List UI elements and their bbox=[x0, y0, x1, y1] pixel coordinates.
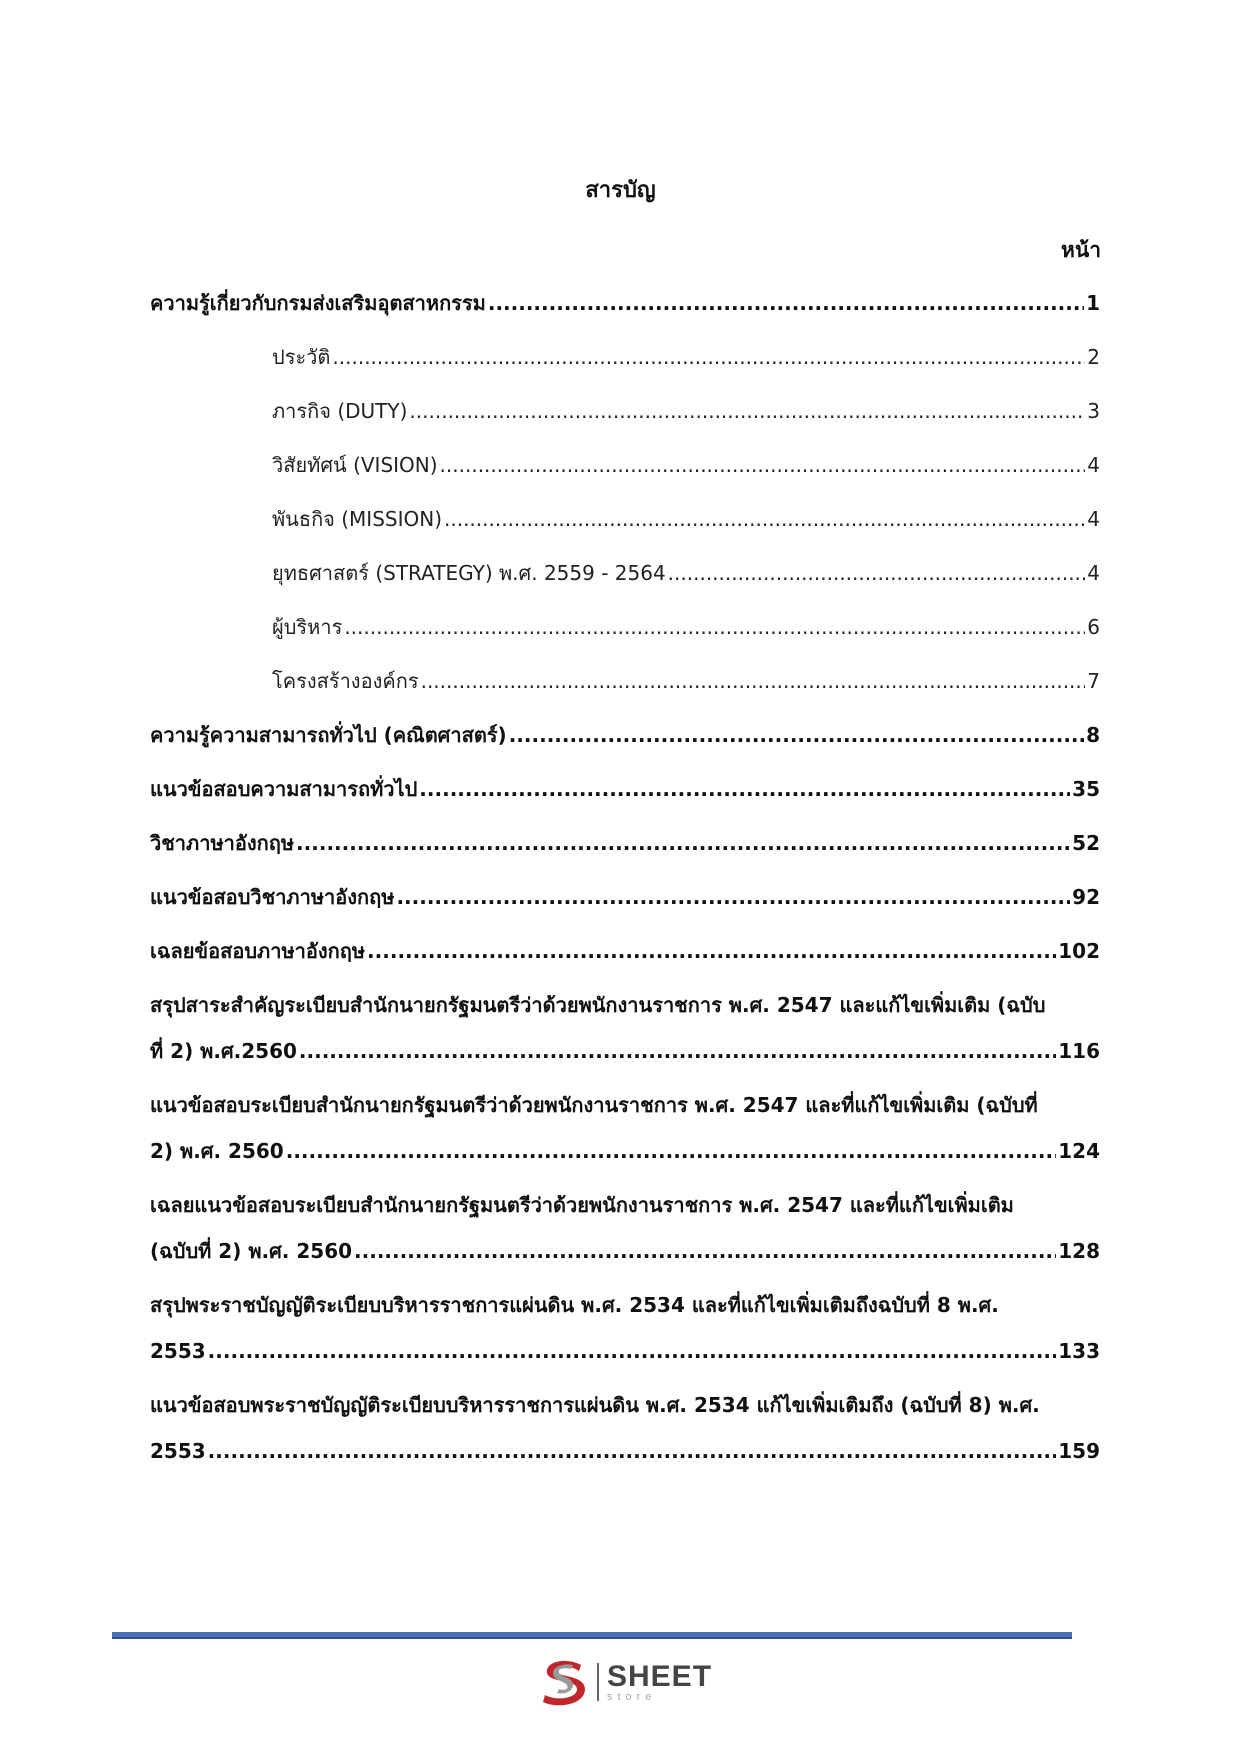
toc-page-number: 4 bbox=[1087, 453, 1100, 477]
sheet-store-logo bbox=[537, 1655, 712, 1709]
toc-entry-title: ความรู้ความสามารถทั่วไป (คณิตศาสตร์) bbox=[150, 723, 507, 747]
toc-page-number: 6 bbox=[1087, 615, 1100, 639]
toc-entry-line bbox=[150, 1436, 1100, 1466]
toc-entry-title: เฉลยข้อสอบภาษาอังกฤษ bbox=[150, 939, 366, 963]
toc-entry bbox=[150, 828, 1100, 858]
toc-page-number: 92 bbox=[1072, 885, 1100, 909]
toc-entry bbox=[150, 1090, 1100, 1166]
toc-entry bbox=[150, 1190, 1100, 1266]
toc-entry-title: แนวข้อสอบระเบียบสำนักนายกรัฐมนตรีว่าด้วยพนักงานราชการ พ.ศ. 2547 และที่แก้ไขเพิ่มเติม (ฉบับที่ bbox=[150, 1093, 1038, 1117]
toc-entry-line bbox=[150, 1336, 1100, 1366]
toc-page-number: 52 bbox=[1072, 831, 1100, 855]
toc-entry-title: (ฉบับที่ 2) พ.ศ. 2560 bbox=[150, 1239, 353, 1263]
toc-entry-title: แนวข้อสอบความสามารถทั่วไป bbox=[150, 777, 418, 801]
table-of-contents bbox=[150, 288, 1100, 1490]
toc-page-number: 124 bbox=[1058, 1139, 1100, 1163]
toc-page-number: 133 bbox=[1058, 1339, 1100, 1363]
dot-leader bbox=[396, 882, 1070, 912]
toc-entry-line bbox=[150, 288, 1100, 318]
toc-entry bbox=[150, 774, 1100, 804]
toc-entry-line bbox=[272, 450, 1100, 480]
toc-entry-line bbox=[150, 882, 1100, 912]
toc-page-number: 8 bbox=[1086, 723, 1100, 747]
toc-page-number: 35 bbox=[1072, 777, 1100, 801]
toc-title: สารบัญ bbox=[585, 178, 656, 203]
toc-entry bbox=[150, 558, 1100, 588]
toc-page-number: 128 bbox=[1058, 1239, 1100, 1263]
toc-entry-title: ยุทธศาสตร์ (STRATEGY) พ.ศ. 2559 - 2564 bbox=[272, 561, 666, 585]
toc-entry-line bbox=[272, 504, 1100, 534]
dot-leader bbox=[421, 666, 1086, 696]
toc-entry-title: 2) พ.ศ. 2560 bbox=[150, 1139, 284, 1163]
toc-entry-line bbox=[150, 1036, 1100, 1066]
dot-leader bbox=[509, 720, 1084, 750]
toc-page-number: 7 bbox=[1087, 669, 1100, 693]
toc-entry-line bbox=[272, 666, 1100, 696]
toc-entry-line bbox=[150, 990, 1100, 1020]
dot-leader bbox=[208, 1336, 1057, 1366]
toc-entry bbox=[150, 342, 1100, 372]
toc-entry bbox=[150, 990, 1100, 1066]
toc-entry-line bbox=[150, 1136, 1100, 1166]
dot-leader bbox=[208, 1436, 1057, 1466]
toc-entry bbox=[150, 450, 1100, 480]
toc-entry bbox=[150, 936, 1100, 966]
toc-entry-line bbox=[150, 1390, 1100, 1420]
toc-entry-title: ผู้บริหาร bbox=[272, 615, 343, 639]
toc-page-number: 2 bbox=[1087, 345, 1100, 369]
toc-entry-title: แนวข้อสอบวิชาภาษาอังกฤษ bbox=[150, 885, 395, 909]
dot-leader bbox=[299, 1036, 1056, 1066]
toc-page-number: 1 bbox=[1086, 291, 1100, 315]
toc-entry-line bbox=[150, 828, 1100, 858]
dot-leader bbox=[354, 1236, 1056, 1266]
toc-entry-line bbox=[150, 1236, 1100, 1266]
toc-entry bbox=[150, 288, 1100, 318]
toc-entry-title: แนวข้อสอบพระราชบัญญัติระเบียบบริหารราชการแผ่นดิน พ.ศ. 2534 แก้ไขเพิ่มเติมถึง (ฉบับที่ 8) พ.ศ. bbox=[150, 1393, 1040, 1417]
toc-entry-title: 2553 bbox=[150, 1439, 206, 1463]
toc-entry-line bbox=[272, 558, 1100, 588]
toc-entry bbox=[150, 720, 1100, 750]
dot-leader bbox=[344, 612, 1085, 642]
toc-entry bbox=[150, 1390, 1100, 1466]
toc-page-number: 4 bbox=[1087, 507, 1100, 531]
toc-entry-title: โครงสร้างองค์กร bbox=[272, 669, 419, 693]
toc-entry-title: ภารกิจ (DUTY) bbox=[272, 399, 408, 423]
logo-separator bbox=[597, 1663, 599, 1701]
toc-page-number: 4 bbox=[1087, 561, 1100, 585]
dot-leader bbox=[332, 342, 1085, 372]
toc-page-number: 159 bbox=[1058, 1439, 1100, 1463]
toc-entry bbox=[150, 666, 1100, 696]
toc-entry bbox=[150, 396, 1100, 426]
toc-page-number: 3 bbox=[1087, 399, 1100, 423]
toc-entry-line bbox=[150, 1190, 1100, 1220]
toc-entry bbox=[150, 504, 1100, 534]
toc-entry bbox=[150, 882, 1100, 912]
dot-leader bbox=[419, 774, 1070, 804]
dot-leader bbox=[440, 450, 1086, 480]
toc-entry-title: เฉลยแนวข้อสอบระเบียบสำนักนายกรัฐมนตรีว่าด้วยพนักงานราชการ พ.ศ. 2547 และที่แก้ไขเพิ่มเติม bbox=[150, 1193, 1014, 1217]
dot-leader bbox=[409, 396, 1085, 426]
toc-entry-line bbox=[150, 774, 1100, 804]
toc-entry-line bbox=[272, 396, 1100, 426]
toc-entry-title: ความรู้เกี่ยวกับกรมส่งเสริมอุตสาหกรรม bbox=[150, 291, 486, 315]
dot-leader bbox=[488, 288, 1084, 318]
page-column-label: หน้า bbox=[1061, 238, 1101, 262]
toc-entry-title: สรุปพระราชบัญญัติระเบียบบริหารราชการแผ่นดิน พ.ศ. 2534 และที่แก้ไขเพิ่มเติมถึงฉบับที่ 8 พ.ศ. bbox=[150, 1293, 999, 1317]
dot-leader bbox=[286, 1136, 1057, 1166]
logo-brand-subtext: store bbox=[607, 1690, 657, 1703]
toc-entry-title: วิสัยทัศน์ (VISION) bbox=[272, 453, 438, 477]
toc-page-number: 116 bbox=[1058, 1039, 1100, 1063]
toc-entry-line bbox=[150, 936, 1100, 966]
dot-leader bbox=[367, 936, 1056, 966]
sheet-logo-icon bbox=[537, 1655, 591, 1709]
toc-page-number: 102 bbox=[1058, 939, 1100, 963]
toc-entry bbox=[150, 612, 1100, 642]
footer-divider bbox=[112, 1632, 1072, 1639]
toc-entry-title: พันธกิจ (MISSION) bbox=[272, 507, 442, 531]
toc-entry-title: วิชาภาษาอังกฤษ bbox=[150, 831, 295, 855]
toc-entry-line bbox=[150, 1090, 1100, 1120]
dot-leader bbox=[296, 828, 1070, 858]
toc-entry-line bbox=[150, 1290, 1100, 1320]
toc-entry-title: สรุปสาระสำคัญระเบียบสำนักนายกรัฐมนตรีว่าด้วยพนักงานราชการ พ.ศ. 2547 และแก้ไขเพิ่มเติม (ฉบับ bbox=[150, 993, 1046, 1017]
logo-brand-text: SHEET bbox=[607, 1659, 713, 1693]
dot-leader bbox=[668, 558, 1086, 588]
dot-leader bbox=[444, 504, 1085, 534]
toc-entry bbox=[150, 1290, 1100, 1366]
toc-entry-line bbox=[272, 612, 1100, 642]
toc-entry-title: ที่ 2) พ.ศ.2560 bbox=[150, 1039, 297, 1063]
toc-entry-title: ประวัติ bbox=[272, 345, 331, 369]
toc-entry-line bbox=[150, 720, 1100, 750]
toc-entry-title: 2553 bbox=[150, 1339, 206, 1363]
toc-entry-line bbox=[272, 342, 1100, 372]
